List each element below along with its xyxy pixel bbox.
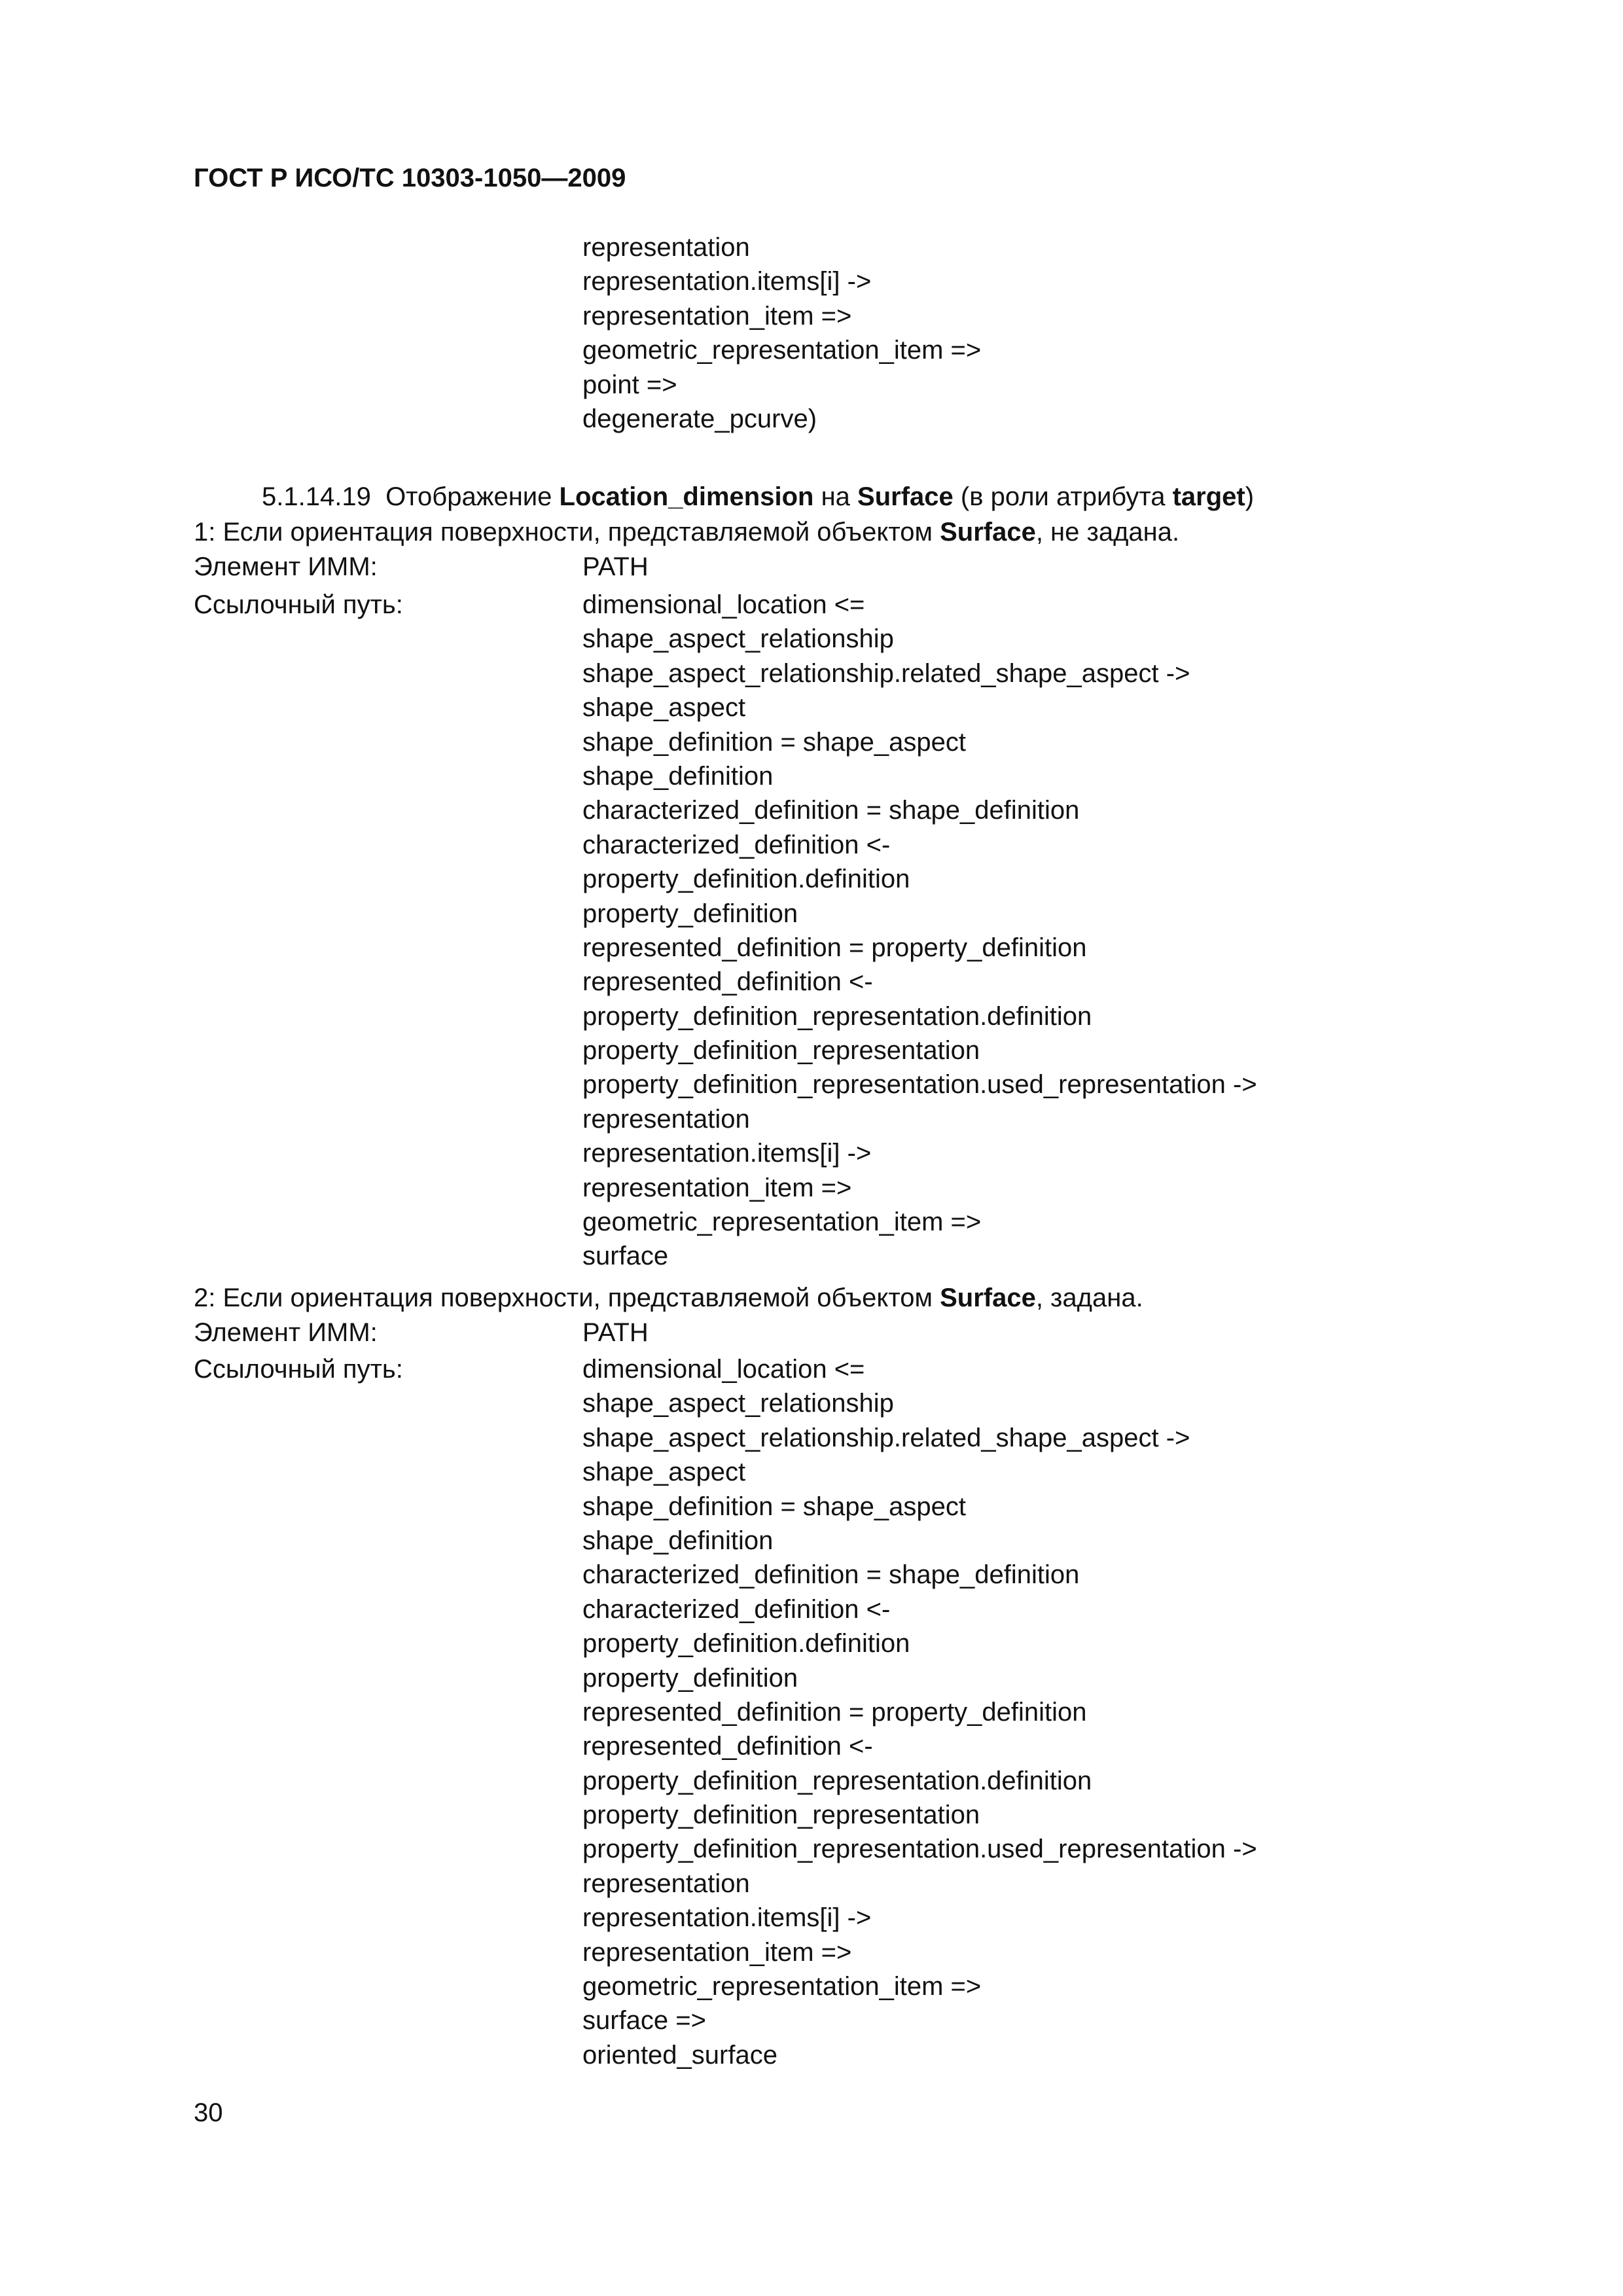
path-line: shape_aspect_relationship — [582, 624, 894, 654]
path-line: geometric_representation_item => — [582, 336, 982, 365]
case-2-suffix: , задана. — [1035, 1283, 1143, 1312]
path-line: property_definition_representation.used_representation -> — [582, 1835, 1257, 1864]
path-line: geometric_representation_item => — [582, 1208, 982, 1237]
section-text-1: Отображение — [385, 482, 552, 511]
path-line: geometric_representation_item => — [582, 1972, 982, 2001]
path-line: representation_item => — [582, 1937, 852, 1967]
path-line: point => — [582, 370, 677, 399]
section-title — [262, 480, 1254, 514]
path-line: dimensional_location <= — [582, 1355, 865, 1384]
path-line: property_definition_representation.definition — [582, 1001, 1092, 1031]
section-text-3: (в роли атрибута — [960, 482, 1166, 511]
path-line: property_definition_representation.definition — [582, 1766, 1092, 1795]
document-header: ГОСТ Р ИСО/ТС 10303-1050—2009 — [194, 164, 626, 192]
case-1-aim-value: PATH — [582, 552, 649, 581]
case-2-heading — [194, 1281, 1143, 1315]
case-2-prefix: 2: Если ориентация поверхности, представляемой объектом — [194, 1283, 933, 1312]
path-line: shape_aspect_relationship.related_shape_aspect -> — [582, 1423, 1190, 1452]
path-line: represented_definition = property_definition — [582, 1697, 1087, 1727]
path-line: property_definition.definition — [582, 865, 910, 894]
path-line: property_definition_representation.used_representation -> — [582, 1070, 1257, 1100]
path-line: shape_definition — [582, 1526, 774, 1555]
path-line: property_definition_representation — [582, 1036, 980, 1066]
path-line: shape_definition = shape_aspect — [582, 727, 967, 757]
path-line: oriented_surface — [582, 2040, 777, 2070]
path-line: dimensional_location <= — [582, 590, 865, 619]
path-line: representation_item => — [582, 301, 852, 331]
path-line: representation — [582, 1869, 750, 1898]
path-line: surface => — [582, 2006, 707, 2036]
path-line: shape_definition = shape_aspect — [582, 1492, 967, 1521]
path-line: representation — [582, 1104, 750, 1134]
case-2-aim-label: Элемент ИММ: — [194, 1318, 378, 1347]
case-1-ref-label: Ссылочный путь: — [194, 590, 403, 619]
path-line: representation — [582, 233, 750, 262]
path-line: representation_item => — [582, 1173, 852, 1202]
path-line: characterized_definition <- — [582, 1594, 891, 1624]
section-text-4: ) — [1245, 482, 1255, 511]
path-line: represented_definition = property_definition — [582, 933, 1087, 962]
path-line: property_definition — [582, 1663, 798, 1693]
case-1-prefix: 1: Если ориентация поверхности, представляемой объектом — [194, 518, 933, 547]
path-line: represented_definition <- — [582, 967, 873, 997]
path-line: property_definition_representation — [582, 1801, 980, 1830]
path-line: representation.items[i] -> — [582, 267, 872, 296]
path-continuation-block — [582, 230, 981, 436]
path-line: represented_definition <- — [582, 1732, 873, 1761]
case-1-entity: Surface — [940, 518, 1036, 547]
case-2-aim-value: PATH — [582, 1318, 649, 1347]
path-line: property_definition — [582, 899, 798, 928]
case-1-heading — [194, 515, 1179, 549]
case-2-path-block — [582, 1352, 1257, 2072]
path-line: representation.items[i] -> — [582, 1903, 872, 1933]
path-line: shape_aspect — [582, 1458, 746, 1487]
case-1-aim-label: Элемент ИММ: — [194, 552, 378, 581]
section-attribute: target — [1172, 482, 1245, 511]
case-1-path-block — [582, 588, 1257, 1274]
section-number: 5.1.14.19 — [262, 482, 371, 511]
path-line: shape_definition — [582, 761, 774, 791]
section-text-2: на — [821, 482, 850, 511]
path-line: property_definition.definition — [582, 1629, 910, 1659]
case-1-suffix: , не задана. — [1035, 518, 1180, 547]
path-line: degenerate_pcurve) — [582, 404, 817, 433]
path-line: representation.items[i] -> — [582, 1139, 872, 1168]
case-2-entity: Surface — [940, 1283, 1036, 1312]
path-line: characterized_definition <- — [582, 830, 891, 859]
path-line: shape_aspect_relationship — [582, 1389, 894, 1418]
path-line: characterized_definition = shape_definition — [582, 1560, 1080, 1590]
section-entity: Location_dimension — [559, 482, 814, 511]
page-number: 30 — [194, 2098, 223, 2127]
path-line: characterized_definition = shape_definition — [582, 796, 1080, 825]
path-line: surface — [582, 1242, 669, 1271]
case-2-ref-label: Ссылочный путь: — [194, 1355, 403, 1384]
section-target-entity: Surface — [857, 482, 954, 511]
path-line: shape_aspect — [582, 693, 746, 723]
path-line: shape_aspect_relationship.related_shape_aspect -> — [582, 658, 1190, 688]
